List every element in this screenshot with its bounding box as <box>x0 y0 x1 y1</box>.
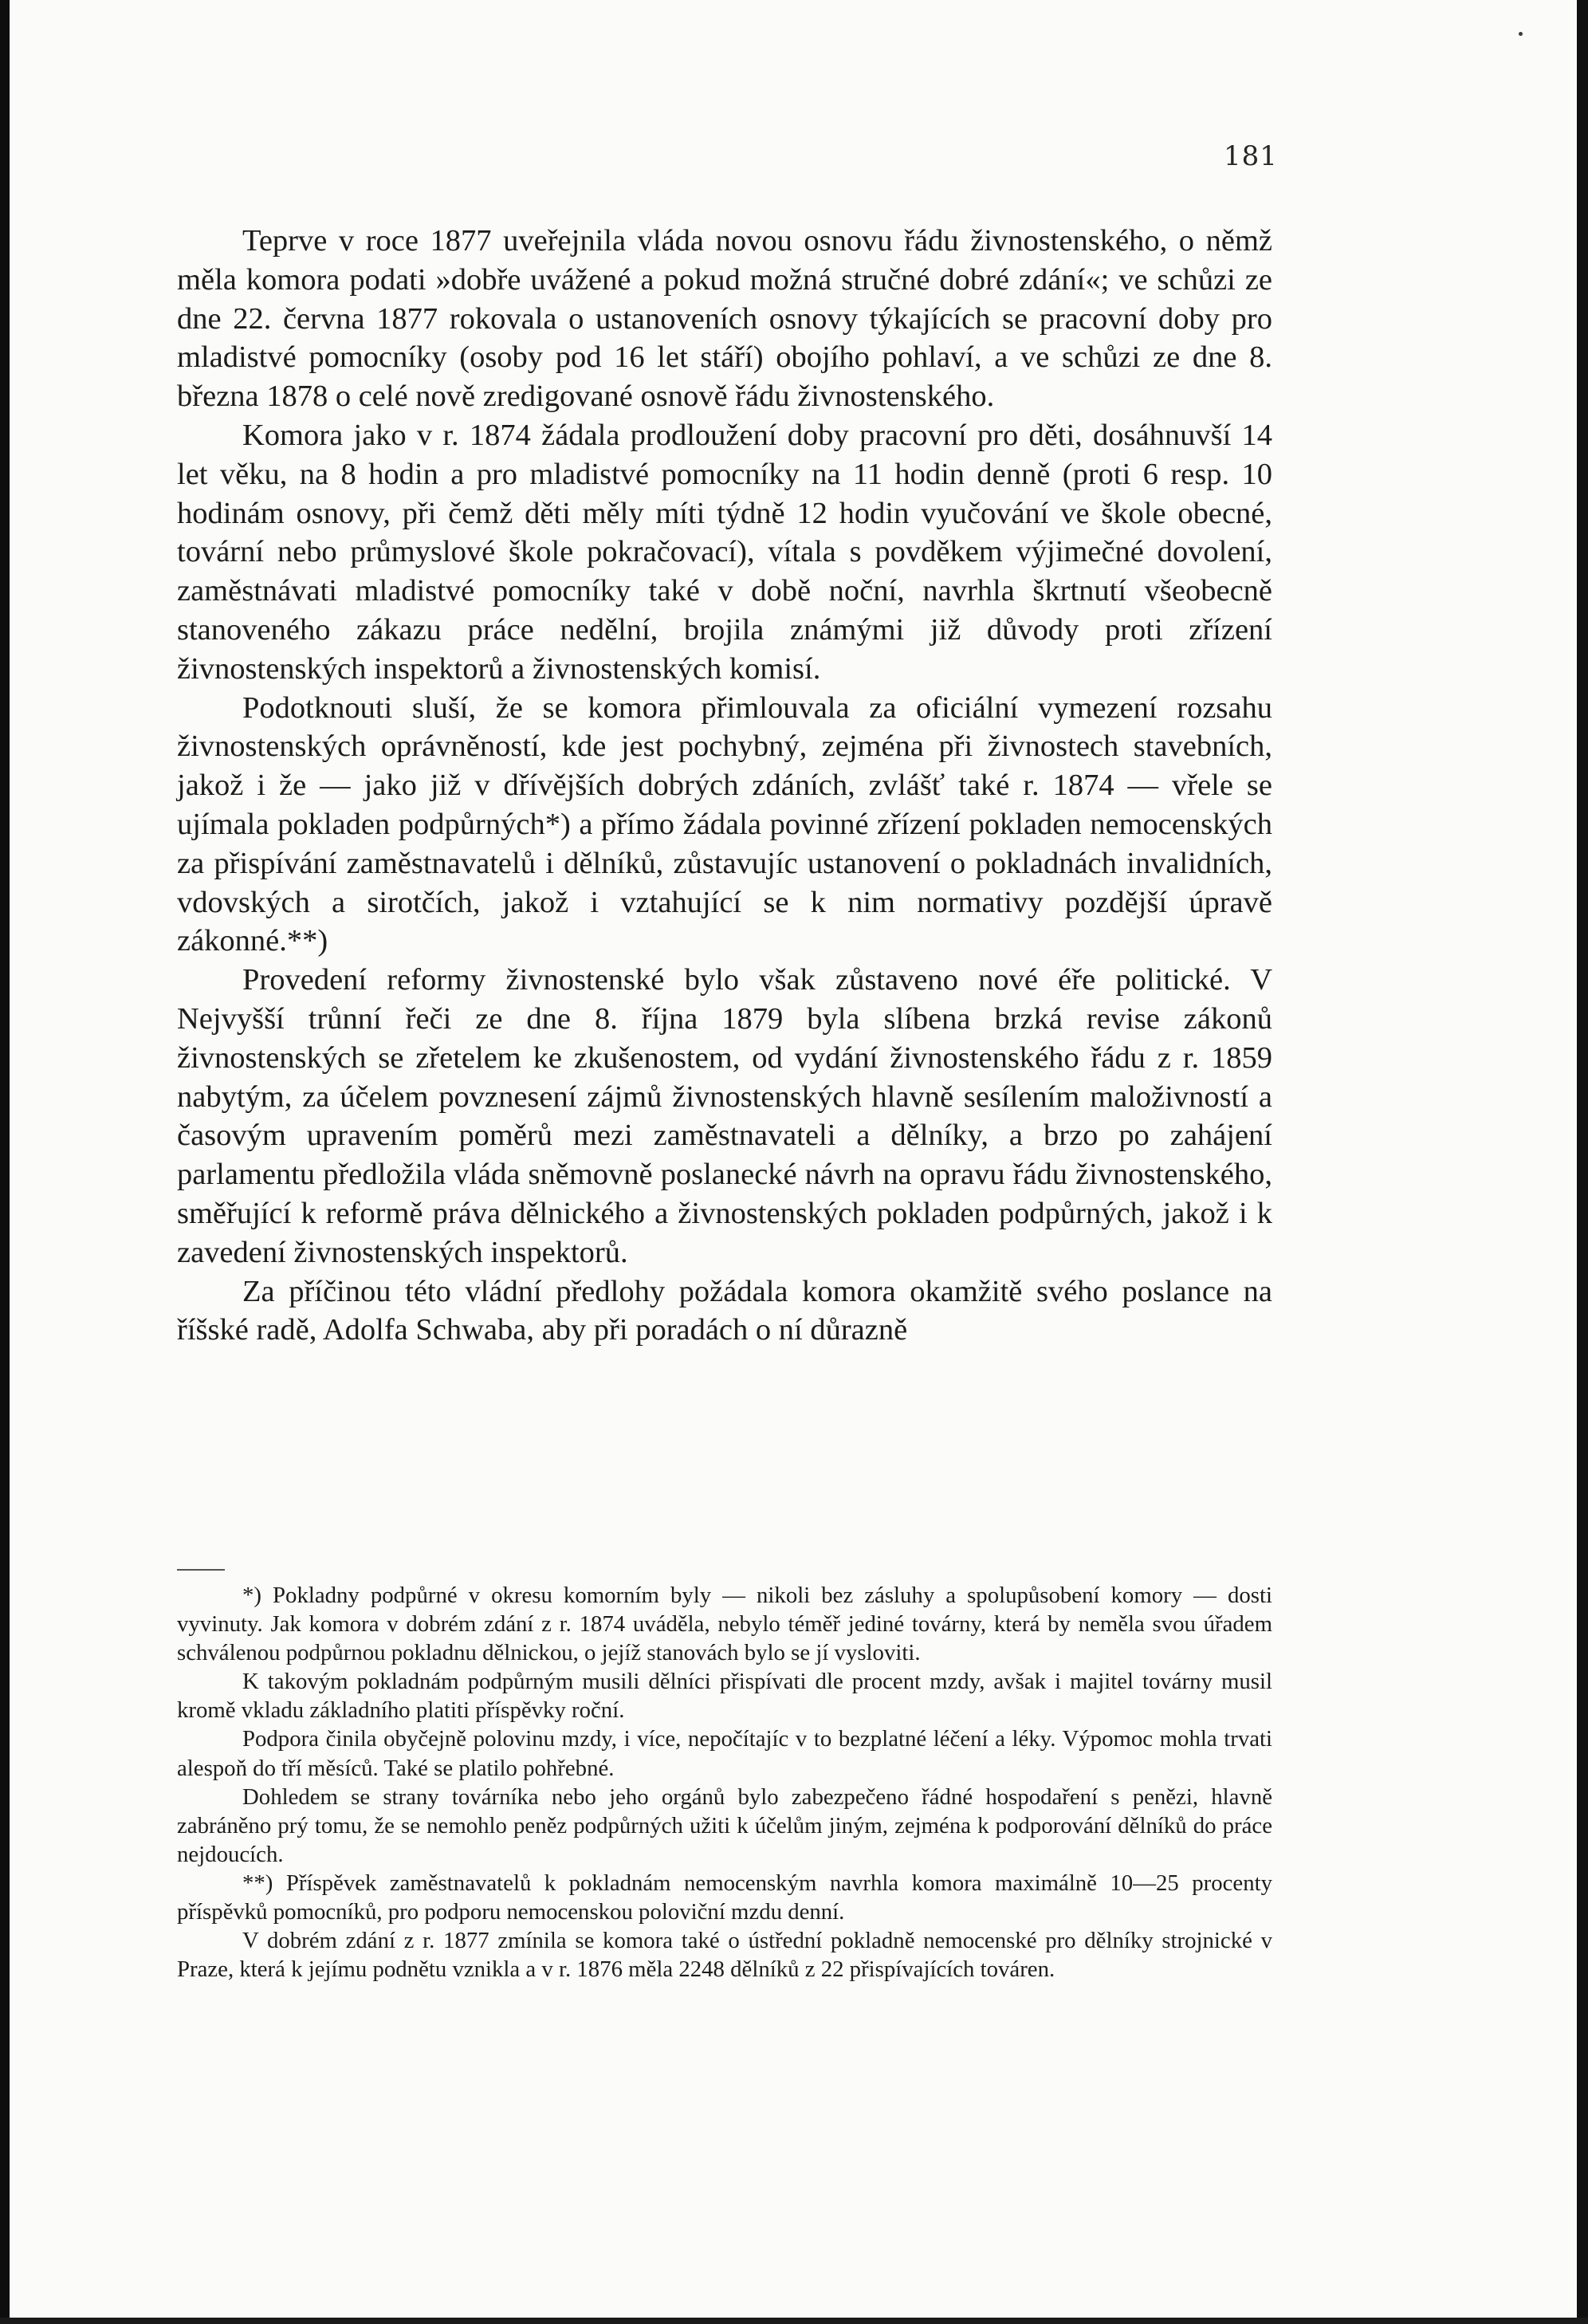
footnotes <box>177 1581 1272 1984</box>
paragraph: Podotknouti sluší, že se komora přimlouvala za oficiální vymezení rozsahu živnostenských oprávněností, kde jest pochybný, zejména při živnostech stavebních, jakož i že — jako již v dřívějších dobrých zdáních, zvlášť také r. 1874 — vřele se ujímala pokladen podpůrných*) a přímo žádala povinné zřízení pokladen nemocenských za přispívání zaměstnavatelů i dělníků, zůstavujíc ustanovení o pokladnách invalidních, vdovských a sirotčích, jakož i vztahující se k nim normativy pozdější úpravě zákonné.**) <box>177 690 1272 958</box>
footnote: Dohledem se strany továrníka nebo jeho orgánů bylo zabezpečeno řádné hospodaření s penězi, hlavně zabráněno prý tomu, že se nemohlo peněz podpůrných užiti k účelům jiným, zejména k podporování dělníků do práce nejdoucích. <box>177 1783 1272 1867</box>
scan-left-edge <box>0 0 10 2324</box>
footnote: V dobrém zdání z r. 1877 zmínila se komora také o ústřední pokladně nemocenské pro dělníky strojnické v Praze, která k jejímu podnětu vznikla a v r. 1876 měla 2248 dělníků z 22 přispívajících továren. <box>177 1928 1272 1983</box>
footnote: *) Pokladny podpůrné v okresu komorním byly — nikoli bez zásluhy a spolupůsobení komory — dosti vyvinuty. Jak komora v dobrém zdání z r. 1874 uváděla, nebylo téměř jediné továrny, která by neměla svou úřadem schválenou podpůrnou pokladnu dělnickou, o jejíž stanovách bylo se jí vysloviti. <box>177 1583 1272 1666</box>
scan-right-edge <box>1577 0 1588 2324</box>
footnote: **) Příspěvek zaměstnavatelů k pokladnám nemocenským navrhla komora maximálně 10—25 procenty příspěvků pomocníků, pro podporu nemocenskou poloviční mzdu denní. <box>177 1870 1272 1925</box>
paragraph: Komora jako v r. 1874 žádala prodloužení doby pracovní pro děti, dosáhnuvší 14 let věku, na 8 hodin a pro mladistvé pomocníky na 11 hodin denně (proti 6 resp. 10 hodinám osnovy, při čemž děti měly míti týdně 12 hodin vyučování ve škole obecné, tovární nebo průmyslové škole pokračovací), vítala s povděkem výjimečné dovolení, zaměstnávati mladistvé pomocníky také v době noční, navrhla škrtnutí všeobecně stanoveného zákazu práce nedělní, brojila známými již důvody proti zřízení živnostenských inspektorů a živnostenských komisí. <box>177 418 1272 686</box>
paragraph: Provedení reformy živnostenské bylo však zůstaveno nové éře politické. V Nejvyšší trůnní řeči ze dne 8. října 1879 byla slíbena brzká revise zákonů živnostenských se zřetelem ke zkušenostem, od vydání živnostenského řádu z r. 1859 nabytým, za účelem povznesení zájmů živnostenských hlavně sesílením maloživností a časovým upravením poměrů mezi zaměstnavateli a dělníky, a brzo po zahájení parlamentu předložila vláda sněmovně poslanecké návrh na opravu řádu živnostenského, směřující k reformě práva dělnického a živnostenských pokladen podpůrných, jakož i k zavedení živnostenských inspektorů. <box>177 963 1272 1269</box>
footnote: Podpora činila obyčejně polovinu mzdy, i více, nepočítajíc v to bezplatné léčení a léky. Výpomoc mohla trvati alespoň do tří měsíců. Také se platilo pohřebné. <box>177 1726 1272 1781</box>
footnote: K takovým pokladnám podpůrným musili dělníci přispívati dle procent mzdy, avšak i majitel továrny musil kromě vkladu základního platiti příspěvky roční. <box>177 1669 1272 1724</box>
footnote-separator <box>177 1569 225 1571</box>
dust-speck <box>1519 32 1523 36</box>
body-text <box>177 222 1272 1350</box>
page-number: 181 <box>1224 140 1278 172</box>
scan-bottom-edge <box>0 2318 1588 2324</box>
paragraph: Teprve v roce 1877 uveřejnila vláda novou osnovu řádu živnostenského, o němž měla komora podati »dobře uvážené a pokud možná stručné dobré zdání«; ve schůzi ze dne 22. června 1877 rokovala o ustanoveních osnovy týkajících se pracovní doby pro mladistvé pomocníky (osoby pod 16 let stáří) obojího pohlaví, a ve schůzi ze dne 8. března 1878 o celé nově zredigované osnově řádu živnostenského. <box>177 224 1272 414</box>
paragraph: Za příčinou této vládní předlohy požádala komora okamžitě svého poslance na říšské radě, Adolfa Schwaba, aby při poradách o ní důrazně <box>177 1274 1272 1347</box>
